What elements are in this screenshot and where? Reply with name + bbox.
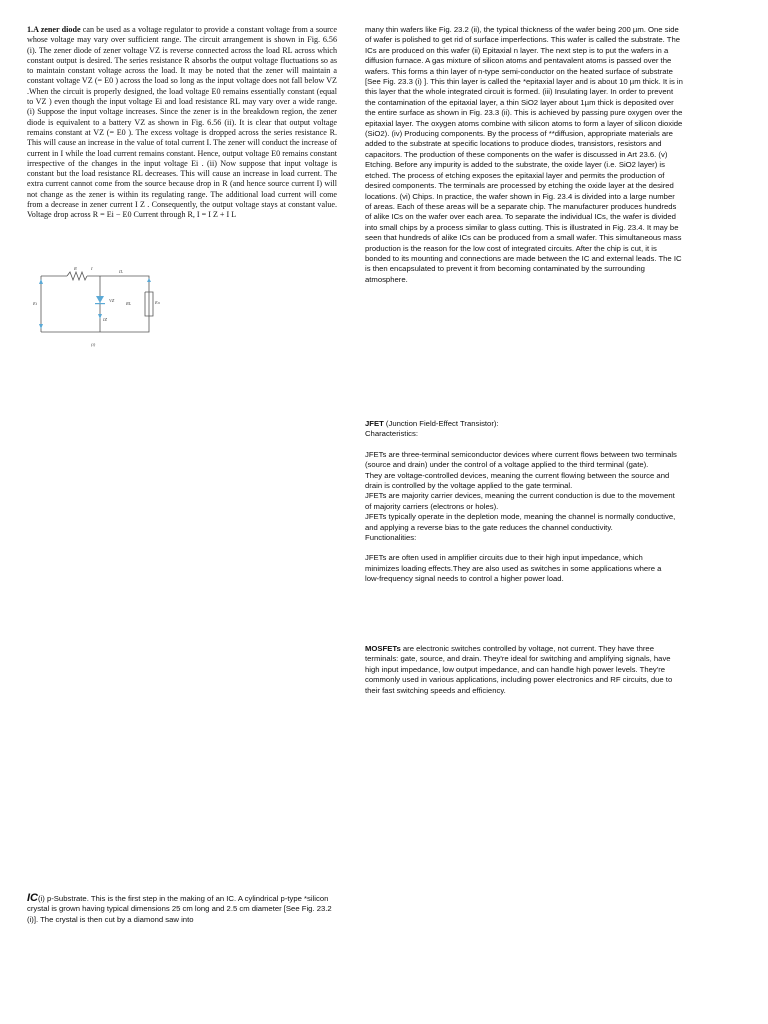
jfet-characteristic-1: JFETs are three-terminal semiconductor devices where current flows between two terminals (source and drain) under the control of a voltage applied to the third terminal (gate). [365, 449, 677, 470]
jfet-heading: JFET [365, 419, 384, 428]
ic-heading: IC [27, 892, 38, 904]
mosfet-section [365, 644, 677, 696]
ic-continued-paragraph: many thin wafers like Fig. 23.2 (ii), the typical thickness of the wafer being 200 µm. One side of wafer is polished to get rid of surface imperfections. This wafer is called the substrate. The ICs are produced on this wafer (ii) Epitaxial n layer. The next step is to put the wafers in a diffusion furnace. A gas mixture of silicon atoms and pentavalent atoms is passed over the wafers. This forms a thin layer of n-type semi-conductor on the heated surface of substrate [See Fig. 23.3 (i) ]. This thin layer is called the *epitaxial layer and is about 10 µm thick. It is in this layer that the whole integrated circuit is formed. (iii) Insulating layer. In order to prevent the contamination of the epitaxial layer, a thin SiO2 layer about 1µm thick is deposited over the entire surface as shown in Fig. 23.3 (ii). This is achieved by passing pure oxygen over the epitaxial layer. The oxygen atoms combine with silicon atoms to form a layer of silicon dioxide (SiO2). (iv) Producing components. By the process of **diffusion, appropriate materials are added to the substrate at specific locations to produce diodes, transistors, resistors and capacitors. The production of these components on the wafer is discussed in Art 23.6. (v) Etching. Before any impurity is added to the substrate, the oxide layer (i.e. SiO2 layer) is etched. The process of etching exposes the epitaxial layer and permits the production of desired components. The terminals are processed by etching the oxide layer at the desired locations. (vi) Chips. In practice, the wafer shown in Fig. 23.4 is divided into a large number of areas. Each of these areas will be a separate chip. The manufacturer produces hundreds of alike ICs on the wafer over each area. To separate the individual ICs, the wafer is divided into small chips by a process similar to glass cutting. This is illustrated in Fig. 23.4. It may be seen that hundreds of alike ICs can be produced from a small wafer. This simultaneous mass production is the reason for the low cost of integrated circuits. After the chip is cut, it is bonded to its mounting and connections are made between the IC and external leads. The IC is then encapsulated to prevent it from becoming contaminated by the surrounding atmosphere. [365, 25, 683, 284]
figure-caption: (i) [91, 342, 96, 347]
zener-heading: 1.A zener diode [27, 25, 81, 34]
zener-paragraph [27, 25, 337, 221]
jfet-functionalities-label: Functionalities: [365, 533, 417, 543]
zener-regulator-circuit-figure [27, 262, 167, 352]
jfet-characteristic-2: They are voltage-controlled devices, meaning the current flowing between the source and drain is controlled by the voltage applied to the gate terminal. [365, 470, 670, 491]
ic-body: (i) p-Substrate. This is the first step in the making of an IC. A cylindrical p-type *silicon crystal is grown having typical dimensions 25 cm long and 2.5 cm diameter [See Fig. 23.2 (i)]. The crystal is then cut by a diamond saw into [27, 894, 332, 924]
label-i: I [91, 266, 93, 271]
label-vz: VZ [109, 298, 115, 303]
ic-continued-section [365, 25, 683, 285]
label-r: R [74, 266, 77, 271]
jfet-characteristics-label: Characteristics: [365, 429, 418, 439]
jfet-characteristic-3: JFETs are majority carrier devices, meaning the current conduction is due to the movement of majority carriers (electrons or holes). [365, 491, 675, 511]
mosfet-paragraph [365, 644, 677, 696]
mosfet-heading: MOSFETs [365, 644, 401, 653]
mosfet-body: are electronic switches controlled by voltage, not current. They have three terminals: gate, source, and drain. They're ideal for switching and amplifying signals, have high input impedance, low output impedance, and can handle high power levels. They're commonly used in various applications, including power electronics and RF circuits, due to their fast switching speeds and efficiency. [365, 644, 673, 695]
jfet-heading-rest: (Junction Field-Effect Transistor): [383, 419, 499, 428]
label-rl: RL [126, 301, 132, 306]
jfet-title-line [365, 419, 677, 429]
label-il: IL [119, 269, 124, 274]
jfet-functionality-1: JFETs are often used in amplifier circuits due to their high input impedance, which minimizes loading effects.They are also used as switches in some applications where a low-frequency signal needs to control a higher power load. [365, 553, 662, 584]
label-iz: IZ [103, 317, 108, 322]
label-ei: Ei [33, 301, 37, 306]
jfet-section [365, 419, 677, 585]
label-eo: Eo [155, 300, 160, 305]
zener-section [27, 25, 337, 221]
jfet-characteristic-4: JFETs typically operate in the depletion mode, meaning the channel is normally conductive, and applying a reverse bias to the gate reduces the channel conductivity. [365, 512, 676, 532]
ic-section [27, 893, 339, 925]
zener-body: can be used as a voltage regulator to provide a constant voltage from a source whose voltage may vary over sufficient range. The circuit arrangement is shown in Fig. 6.56 (i). The zener diode of zener voltage VZ is reverse connected across the load RL across which constant output is desired. The series resistance R absorbs the output voltage fluctuations so as to maintain constant voltage across the load. It may be noted that the zener will maintain a constant voltage VZ (= E0 ) across the load so long as the input voltage does not fall below VZ .When the circuit is properly designed, the load voltage E0 remains essentially constant (equal to VZ ) even though the input voltage Ei and load resistance RL may vary over a wide range. (i) Suppose the input voltage increases. Since the zener is in the breakdown region, the zener diode is equivalent to a battery VZ as shown in Fig. 6.56 (ii). It is clear that output voltage remains constant at VZ (= E0 ). The excess voltage is dropped across the series resistance R. This will cause an increase in the value of total current I. The zener will conduct the increase of current in I while the load current remains constant. Hence, output voltage E0 remains constant irrespective of the changes in the input voltage Ei . (ii) Now suppose that input voltage is constant but the load resistance RL decreases. This will cause an increase in load current. The extra current cannot come from the source because drop in R (and hence source current I) will not change as the zener is within its regulating range. The additional load current will come from a decrease in zener current I Z . Consequently, the output voltage stays at constant value. Voltage drop across R = Ei − E0 Current through R, I = I Z + I L [27, 25, 337, 220]
